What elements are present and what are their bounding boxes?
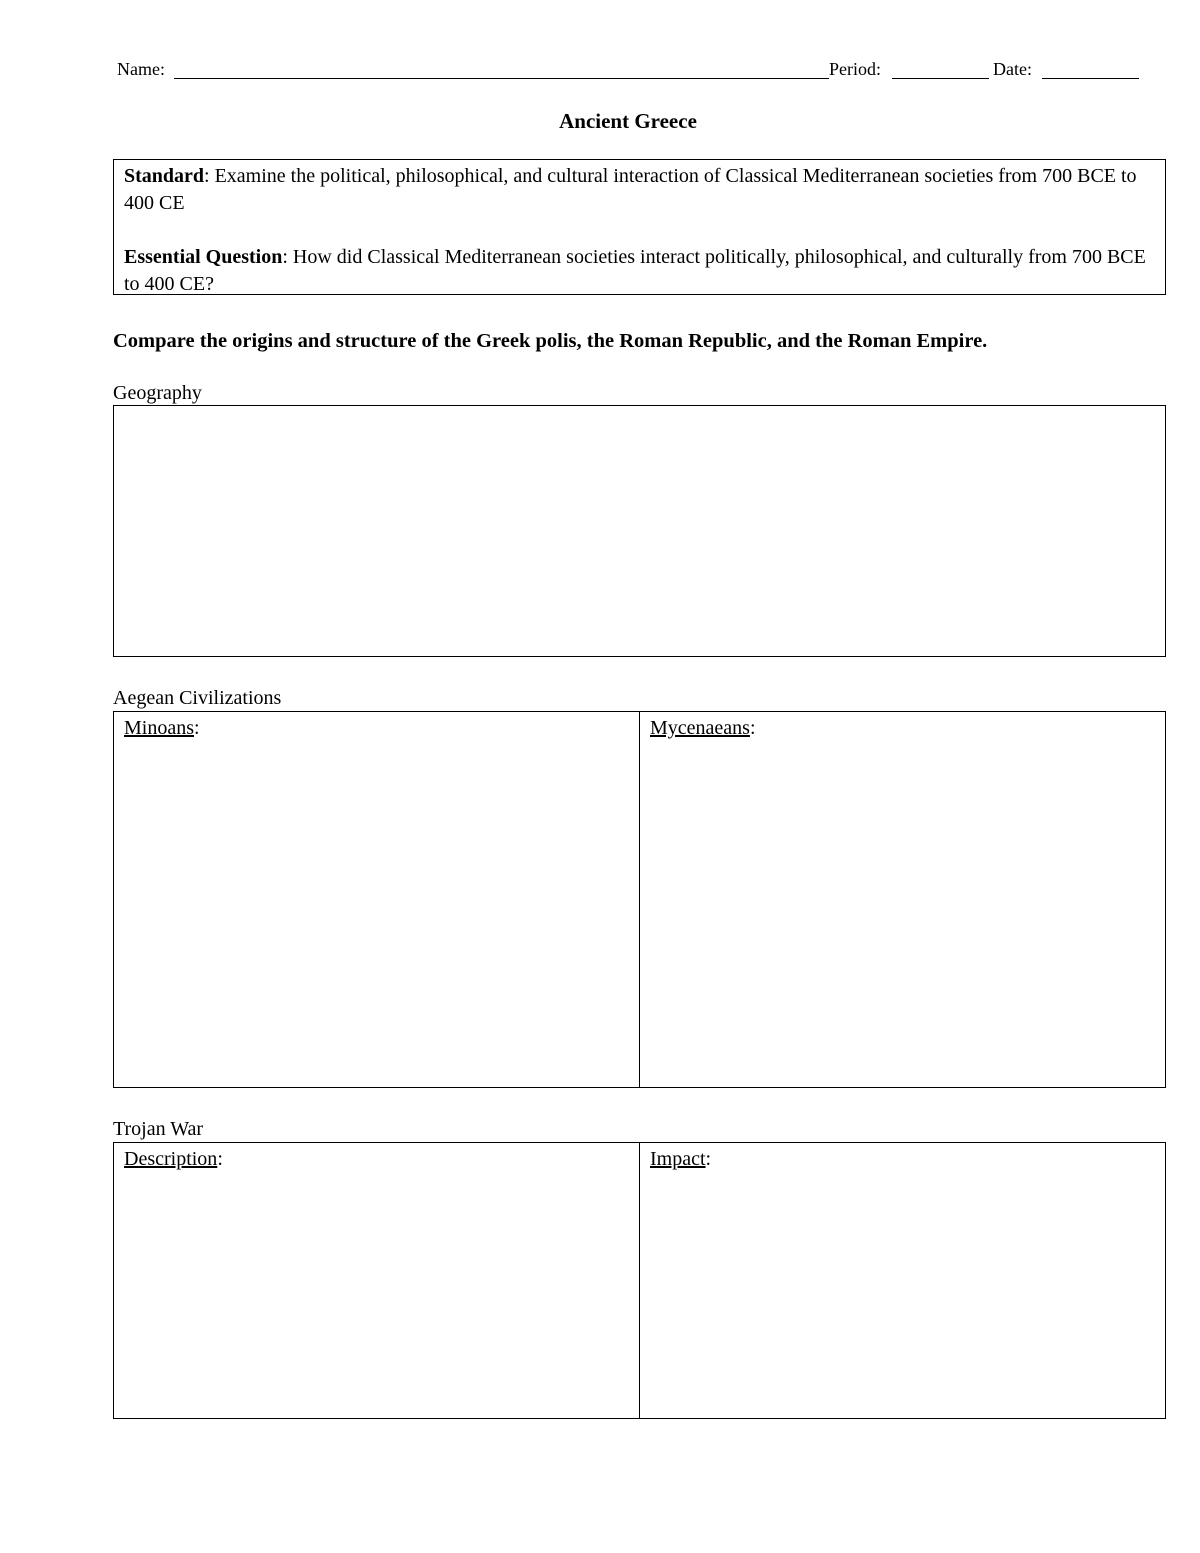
impact-heading: Impact bbox=[650, 1148, 706, 1170]
standard-paragraph bbox=[124, 163, 1155, 217]
aegean-civilizations-table bbox=[113, 711, 1166, 1088]
description-colon: : bbox=[217, 1148, 223, 1170]
essential-question-label: Essential Question bbox=[124, 246, 283, 268]
date-field[interactable] bbox=[1042, 56, 1139, 79]
impact-cell[interactable] bbox=[639, 1143, 1165, 1418]
aegean-civilizations-label: Aegean Civilizations bbox=[113, 687, 282, 709]
description-cell[interactable] bbox=[114, 1143, 639, 1418]
essential-question-paragraph bbox=[124, 244, 1155, 298]
page-title: Ancient Greece bbox=[559, 109, 697, 133]
essential-question-text: : How did Classical Mediterranean societies interact politically, philosophical, and culturally from 700 BCE to 400 CE? bbox=[124, 246, 1146, 295]
period-field[interactable] bbox=[892, 56, 989, 79]
compare-prompt: Compare the origins and structure of the Greek polis, the Roman Republic, and the Roman Empire. bbox=[113, 330, 988, 352]
impact-colon: : bbox=[705, 1148, 712, 1170]
minoans-heading: Minoans bbox=[124, 717, 194, 739]
mycenaeans-colon: : bbox=[749, 717, 756, 739]
trojan-war-table bbox=[113, 1142, 1166, 1419]
standard-label: Standard bbox=[124, 165, 205, 187]
minoans-colon: : bbox=[194, 717, 200, 739]
geography-label: Geography bbox=[113, 382, 202, 404]
standard-box bbox=[113, 159, 1166, 295]
description-heading: Description bbox=[124, 1148, 218, 1170]
name-label: Name: bbox=[117, 59, 165, 79]
mycenaeans-heading: Mycenaeans bbox=[650, 717, 750, 739]
period-label: Period: bbox=[829, 59, 881, 79]
geography-answer-box[interactable] bbox=[113, 405, 1166, 657]
standard-text: : Examine the political, philosophical, and cultural interaction of Classical Mediterranean societies from 700 BCE to 400 CE bbox=[124, 165, 1137, 214]
minoans-cell[interactable] bbox=[114, 712, 639, 1087]
mycenaeans-cell[interactable] bbox=[639, 712, 1165, 1087]
date-label: Date: bbox=[993, 59, 1032, 79]
header-line bbox=[117, 56, 1139, 82]
trojan-war-label: Trojan War bbox=[113, 1118, 204, 1140]
name-field[interactable] bbox=[174, 56, 829, 79]
